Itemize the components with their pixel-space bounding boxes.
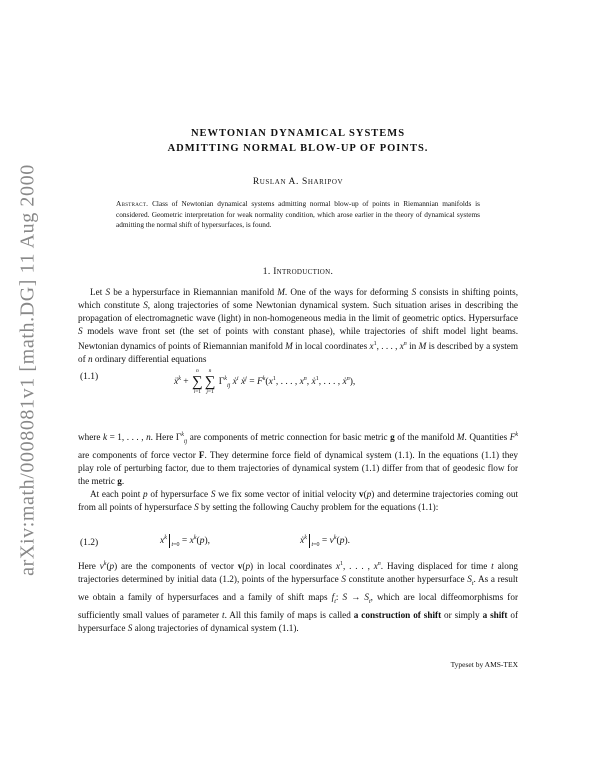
equation-initial-position: $x^k_{t=0} = x^k(p)$, [160,535,211,549]
paragraph-intro: Let S be a hypersurface in Riemannian manifold M. One of the ways for deforming S consists in shifting points, which constitute S, along trajectories of some Newtonian dynamical system. Such situation arises in describing the propagation of electromagnetic wave (light) in non-homogeneous media in the limit of geometric optics. Hypersurface S models wave front set (the set of points with constant phase), while trajectories of shift model light beams. Newtonian dynamics of points of Riemannian manifold M in local coordinates $x^1$, . . . , $x^n$ in M is described by a system of n ordinary differential equations [78,287,518,365]
abstract [116,199,480,231]
abstract-text: Class of Newtonian dynamical systems admitting normal blow-up of points in Riemannian manifolds is considered. Geometric interpretation for weak normality condition, which arose earlier in the theory of dynamical systems admitting the normal shift of hypersurfaces, is found. [116,199,480,230]
paragraph-cauchy: At each point p of hypersurface S we fix some vector of initial velocity v(p) and determine trajectories coming out from all points of hypersurface S by setting the following Cauchy problem for the equations (1.1): [78,489,519,513]
section-heading [78,267,518,277]
section-title: Introduction. [273,267,334,277]
arxiv-identifier: arXiv:math/0008081v1 [math.DG] 11 Aug 2000 [16,164,39,576]
paper-title-line-2: ADMITTING NORMAL BLOW-UP OF POINTS. [167,143,429,154]
equation-body: ẍ$^k$ + n ∑ i=1 n ∑ j=1 $\Gamma^k_{ij}$ ẋ$^i$ ẋ$^j$ = $F^k(x^1$, . . . , $x^n$, ẋ$^1$, . . . , ẋ$^n$), [174,368,356,395]
abstract-label: Abstract. [116,199,149,208]
paper-title-line-1: NEWTONIAN DYNAMICAL SYSTEMS [190,128,406,139]
equation-initial-velocity: ẋ$^k_{t=0}$ = $v^k(p)$. [300,535,351,549]
equation-1-1 [78,364,518,394]
equation-number: (1.1) [80,372,99,382]
paragraph-shift: Here $v^k(p)$ are the components of vector v(p) in local coordinates $x^1$, . . . , $x^n$. Having displaced for time t along trajectories determined by initial data (1.2), points of the hypersurface S constitute another hypersurface $S_t$. As a result we obtain a family of hypersurfaces and a family of shift maps $f_t$: $S \to S_t$, which are local diffeomorphisms for sufficiently small values of parameter t. All this family of maps is called a construction of shift or simply a shift of hypersurface S along trajectories of dynamical system (1.1). [78,561,519,634]
equation-number: (1.2) [80,538,99,548]
arxiv-sidebar [14,150,42,590]
section-number: 1. [262,267,271,277]
paragraph-metric: where k = 1, . . . , n. Here $\Gamma^k_{ij}$ are components of metric connection for basic metric g of the manifold M. Quantities $F^k$ are components of force vector F. They determine force field of dynamical system (1.1). In the equations (1.1) they play role of perturbing factor, due to them trajectories of dynamical system (1.1) differ from that of geodesic flow for the metric g. [78,432,518,487]
typeset-footer: Typeset by AMS-TEX [450,660,518,669]
author-name: Ruslan A. Sharipov [252,177,344,187]
